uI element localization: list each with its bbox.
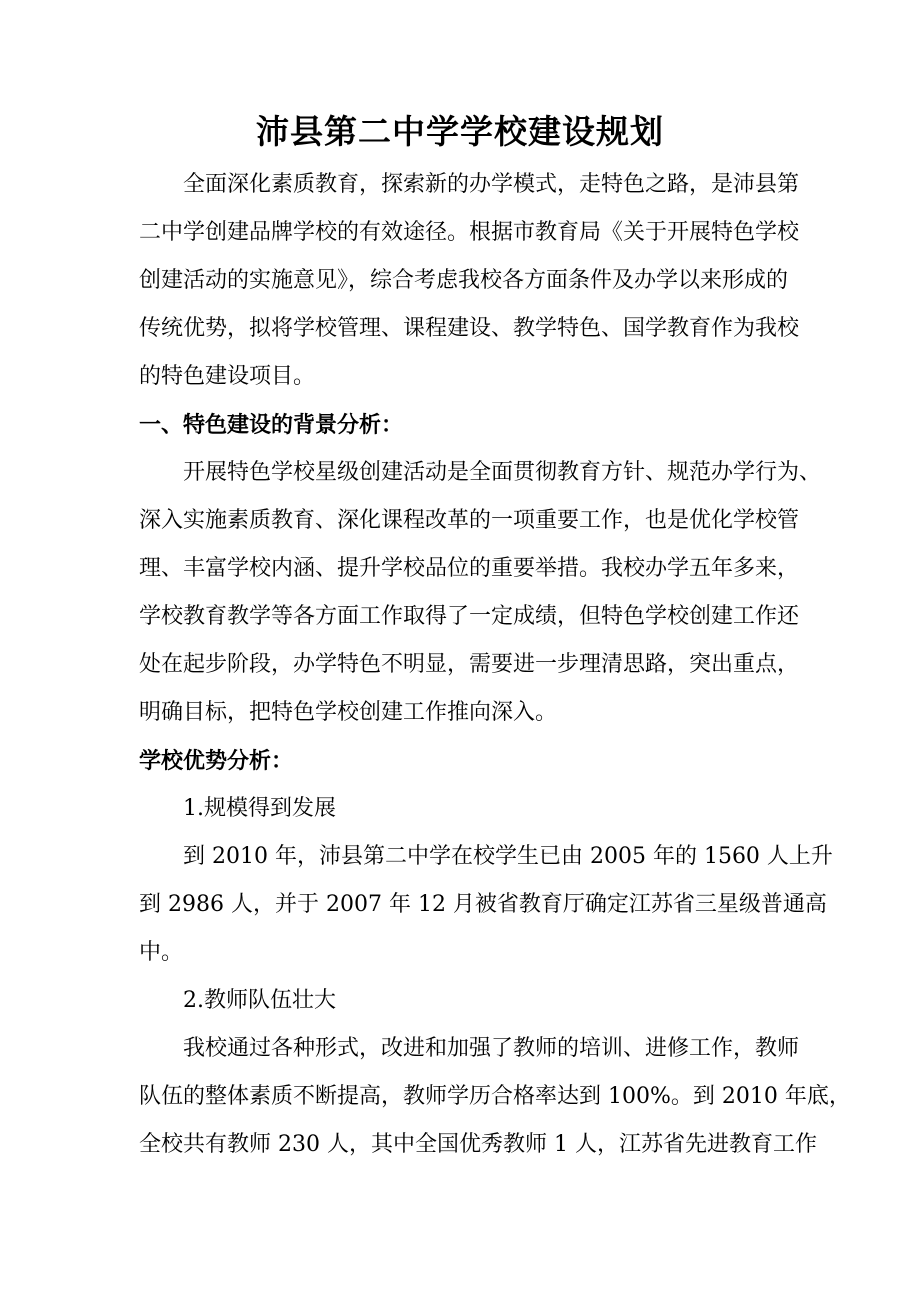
advantages-heading: 学校优势分析： xyxy=(139,748,294,774)
section-heading: 一、特色建设的背景分析： xyxy=(139,412,404,438)
item-title: 1.规模得到发展 xyxy=(183,796,336,821)
section1-line: 理、丰富学校内涵、提升学校品位的重要举措。我校办学五年多来， xyxy=(139,556,800,581)
document-title: 沛县第二中学学校建设规划 xyxy=(256,112,664,151)
item1-line: 到 2010 年，沛县第二中学在校学生已由 2005 年的 1560 人上升 xyxy=(183,844,833,869)
section1-line: 深入实施素质教育、深化课程改革的一项重要工作，也是优化学校管 xyxy=(139,508,800,533)
section1-line: 处在起步阶段，办学特色不明显，需要进一步理清思路，突出重点， xyxy=(139,652,800,677)
intro-line: 全面深化素质教育，探索新的办学模式，走特色之路，是沛县第 xyxy=(183,172,800,197)
intro-line: 传统优势，拟将学校管理、课程建设、教学特色、国学教育作为我校 xyxy=(139,316,800,341)
item-title: 2.教师队伍壮大 xyxy=(183,988,336,1013)
intro-line: 二中学创建品牌学校的有效途径。根据市教育局《关于开展特色学校 xyxy=(139,220,800,245)
item2-line: 我校通过各种形式，改进和加强了教师的培训、进修工作，教师 xyxy=(183,1036,800,1061)
item2-line: 全校共有教师 230 人，其中全国优秀教师 1 人，江苏省先进教育工作 xyxy=(139,1132,817,1157)
section1-line: 明确目标，把特色学校创建工作推向深入。 xyxy=(139,700,558,725)
item1-line: 到 2986 人，并于 2007 年 12 月被省教育厅确定江苏省三星级普通高 xyxy=(139,892,827,917)
intro-line: 创建活动的实施意见》，综合考虑我校各方面条件及办学以来形成的 xyxy=(139,268,789,293)
intro-line: 的特色建设项目。 xyxy=(139,364,316,389)
item1-line: 中。 xyxy=(139,940,184,965)
section1-line: 开展特色学校星级创建活动是全面贯彻教育方针、规范办学行为、 xyxy=(183,460,822,485)
section1-line: 学校教育教学等各方面工作取得了一定成绩，但特色学校创建工作还 xyxy=(139,604,800,629)
item2-line: 队伍的整体素质不断提高，教师学历合格率达到 100%。到 2010 年底， xyxy=(139,1084,851,1109)
